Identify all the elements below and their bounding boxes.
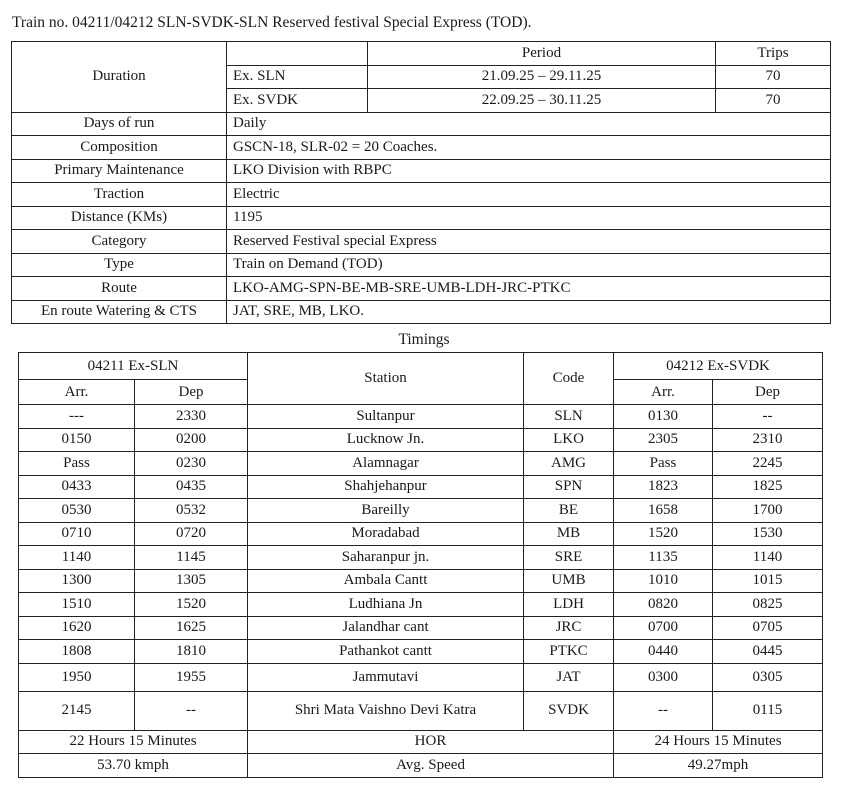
station-code: BE: [524, 499, 614, 523]
timing-row: [19, 640, 823, 664]
timing-row: [19, 616, 823, 640]
timing-row: [19, 475, 823, 499]
down-arrival: 1135: [614, 546, 713, 570]
station-name: Bareilly: [248, 499, 524, 523]
timing-row: [19, 452, 823, 476]
duration-trips: 70: [716, 65, 831, 89]
down-departure: 1825: [713, 475, 823, 499]
info-value: 1195: [227, 206, 831, 230]
up-departure: 1305: [135, 569, 248, 593]
up-arrival: 0710: [19, 522, 135, 546]
station-code: SRE: [524, 546, 614, 570]
station-code: JRC: [524, 616, 614, 640]
up-departure: 0230: [135, 452, 248, 476]
timing-row: [19, 663, 823, 691]
timing-row: [19, 522, 823, 546]
down-arrival: --: [614, 691, 713, 730]
avg-speed-up: 53.70 kmph: [19, 754, 248, 778]
info-value: Electric: [227, 183, 831, 207]
info-label: Type: [12, 253, 227, 277]
duration-header-row: [12, 42, 831, 66]
down-departure: --: [713, 405, 823, 429]
info-label: Composition: [12, 136, 227, 160]
duration-period: 21.09.25 – 29.11.25: [368, 65, 716, 89]
station-code: LDH: [524, 593, 614, 617]
down-arrival: 1520: [614, 522, 713, 546]
up-departure: --: [135, 691, 248, 730]
blank-cell: [227, 42, 368, 66]
station-code: SPN: [524, 475, 614, 499]
info-label: Category: [12, 230, 227, 254]
up-arrival: 0150: [19, 428, 135, 452]
station-name: Sultanpur: [248, 405, 524, 429]
info-value: GSCN-18, SLR-02 = 20 Coaches.: [227, 136, 831, 160]
up-arr-header: Arr.: [19, 380, 135, 405]
up-train-header: 04211 Ex-SLN: [19, 353, 248, 380]
info-row: [12, 230, 831, 254]
down-dep-header: Dep: [713, 380, 823, 405]
info-label: Traction: [12, 183, 227, 207]
down-departure: 0445: [713, 640, 823, 664]
down-arrival: 0440: [614, 640, 713, 664]
info-row: [12, 159, 831, 183]
station-name: Pathankot cantt: [248, 640, 524, 664]
down-departure: 2245: [713, 452, 823, 476]
timing-row: [19, 405, 823, 429]
info-value: Train on Demand (TOD): [227, 253, 831, 277]
station-name: Jammutavi: [248, 663, 524, 691]
down-departure: 1530: [713, 522, 823, 546]
station-code: AMG: [524, 452, 614, 476]
station-name: Lucknow Jn.: [248, 428, 524, 452]
info-label: Days of run: [12, 112, 227, 136]
timings-header-row: [19, 353, 823, 380]
info-label: Distance (KMs): [12, 206, 227, 230]
down-departure: 2310: [713, 428, 823, 452]
up-departure: 0200: [135, 428, 248, 452]
down-arr-header: Arr.: [614, 380, 713, 405]
station-code: LKO: [524, 428, 614, 452]
up-departure: 1810: [135, 640, 248, 664]
info-row: [12, 183, 831, 207]
period-header: Period: [368, 42, 716, 66]
down-arrival: 0700: [614, 616, 713, 640]
down-arrival: 2305: [614, 428, 713, 452]
station-name: Shahjehanpur: [248, 475, 524, 499]
avg-speed-label: Avg. Speed: [248, 754, 614, 778]
journey-time-up: 22 Hours 15 Minutes: [19, 730, 248, 754]
down-arrival: 0820: [614, 593, 713, 617]
code-header: Code: [524, 353, 614, 405]
up-departure: 1625: [135, 616, 248, 640]
down-departure: 0115: [713, 691, 823, 730]
down-departure: 1700: [713, 499, 823, 523]
timings-heading: Timings: [398, 331, 450, 348]
document-title: Train no. 04211/04212 SLN-SVDK-SLN Reserved festival Special Express (TOD).: [12, 14, 532, 31]
up-arrival: 0530: [19, 499, 135, 523]
up-arrival: 1950: [19, 663, 135, 691]
up-departure: 2330: [135, 405, 248, 429]
duration-label: Duration: [12, 42, 227, 113]
down-arrival: 1823: [614, 475, 713, 499]
up-arrival: 2145: [19, 691, 135, 730]
up-arrival: 1808: [19, 640, 135, 664]
avg-speed-row: [19, 754, 823, 778]
timing-row: [19, 499, 823, 523]
down-departure: 1140: [713, 546, 823, 570]
up-departure: 1955: [135, 663, 248, 691]
station-name: Saharanpur jn.: [248, 546, 524, 570]
info-row: [12, 253, 831, 277]
timing-row: [19, 593, 823, 617]
timing-row: [19, 691, 823, 730]
up-arrival: 1620: [19, 616, 135, 640]
up-departure: 1145: [135, 546, 248, 570]
down-arrival: Pass: [614, 452, 713, 476]
timings-table: [18, 352, 823, 778]
station-code: JAT: [524, 663, 614, 691]
up-arrival: 1140: [19, 546, 135, 570]
down-arrival: 1658: [614, 499, 713, 523]
journey-time-down: 24 Hours 15 Minutes: [614, 730, 823, 754]
station-code: PTKC: [524, 640, 614, 664]
info-value: LKO Division with RBPC: [227, 159, 831, 183]
info-label: Route: [12, 277, 227, 301]
down-arrival: 1010: [614, 569, 713, 593]
down-departure: 0305: [713, 663, 823, 691]
timing-row: [19, 546, 823, 570]
info-row: [12, 206, 831, 230]
up-dep-header: Dep: [135, 380, 248, 405]
station-code: UMB: [524, 569, 614, 593]
info-label: Primary Maintenance: [12, 159, 227, 183]
up-arrival: 0433: [19, 475, 135, 499]
station-name: Ludhiana Jn: [248, 593, 524, 617]
hor-row: [19, 730, 823, 754]
duration-from: Ex. SLN: [227, 65, 368, 89]
train-info-table: [11, 41, 831, 324]
duration-trips: 70: [716, 89, 831, 113]
station-code: SLN: [524, 405, 614, 429]
station-code: MB: [524, 522, 614, 546]
station-name: Shri Mata Vaishno Devi Katra: [248, 691, 524, 730]
up-departure: 0720: [135, 522, 248, 546]
station-name: Ambala Cantt: [248, 569, 524, 593]
down-departure: 0825: [713, 593, 823, 617]
station-name: Moradabad: [248, 522, 524, 546]
station-name: Jalandhar cant: [248, 616, 524, 640]
up-arrival: 1510: [19, 593, 135, 617]
down-arrival: 0130: [614, 405, 713, 429]
duration-period: 22.09.25 – 30.11.25: [368, 89, 716, 113]
info-row: [12, 112, 831, 136]
up-arrival: 1300: [19, 569, 135, 593]
up-departure: 0435: [135, 475, 248, 499]
trips-header: Trips: [716, 42, 831, 66]
info-label: En route Watering & CTS: [12, 300, 227, 324]
info-value: Reserved Festival special Express: [227, 230, 831, 254]
down-arrival: 0300: [614, 663, 713, 691]
journey-time-label: HOR: [248, 730, 614, 754]
info-value: LKO-AMG-SPN-BE-MB-SRE-UMB-LDH-JRC-PTKC: [227, 277, 831, 301]
up-departure: 0532: [135, 499, 248, 523]
timing-row: [19, 428, 823, 452]
down-train-header: 04212 Ex-SVDK: [614, 353, 823, 380]
station-header: Station: [248, 353, 524, 405]
info-row: [12, 300, 831, 324]
info-value: Daily: [227, 112, 831, 136]
info-row: [12, 136, 831, 160]
avg-speed-down: 49.27mph: [614, 754, 823, 778]
info-row: [12, 277, 831, 301]
up-arrival: ---: [19, 405, 135, 429]
down-departure: 1015: [713, 569, 823, 593]
up-departure: 1520: [135, 593, 248, 617]
up-arrival: Pass: [19, 452, 135, 476]
duration-from: Ex. SVDK: [227, 89, 368, 113]
info-value: JAT, SRE, MB, LKO.: [227, 300, 831, 324]
station-name: Alamnagar: [248, 452, 524, 476]
down-departure: 0705: [713, 616, 823, 640]
timing-row: [19, 569, 823, 593]
station-code: SVDK: [524, 691, 614, 730]
